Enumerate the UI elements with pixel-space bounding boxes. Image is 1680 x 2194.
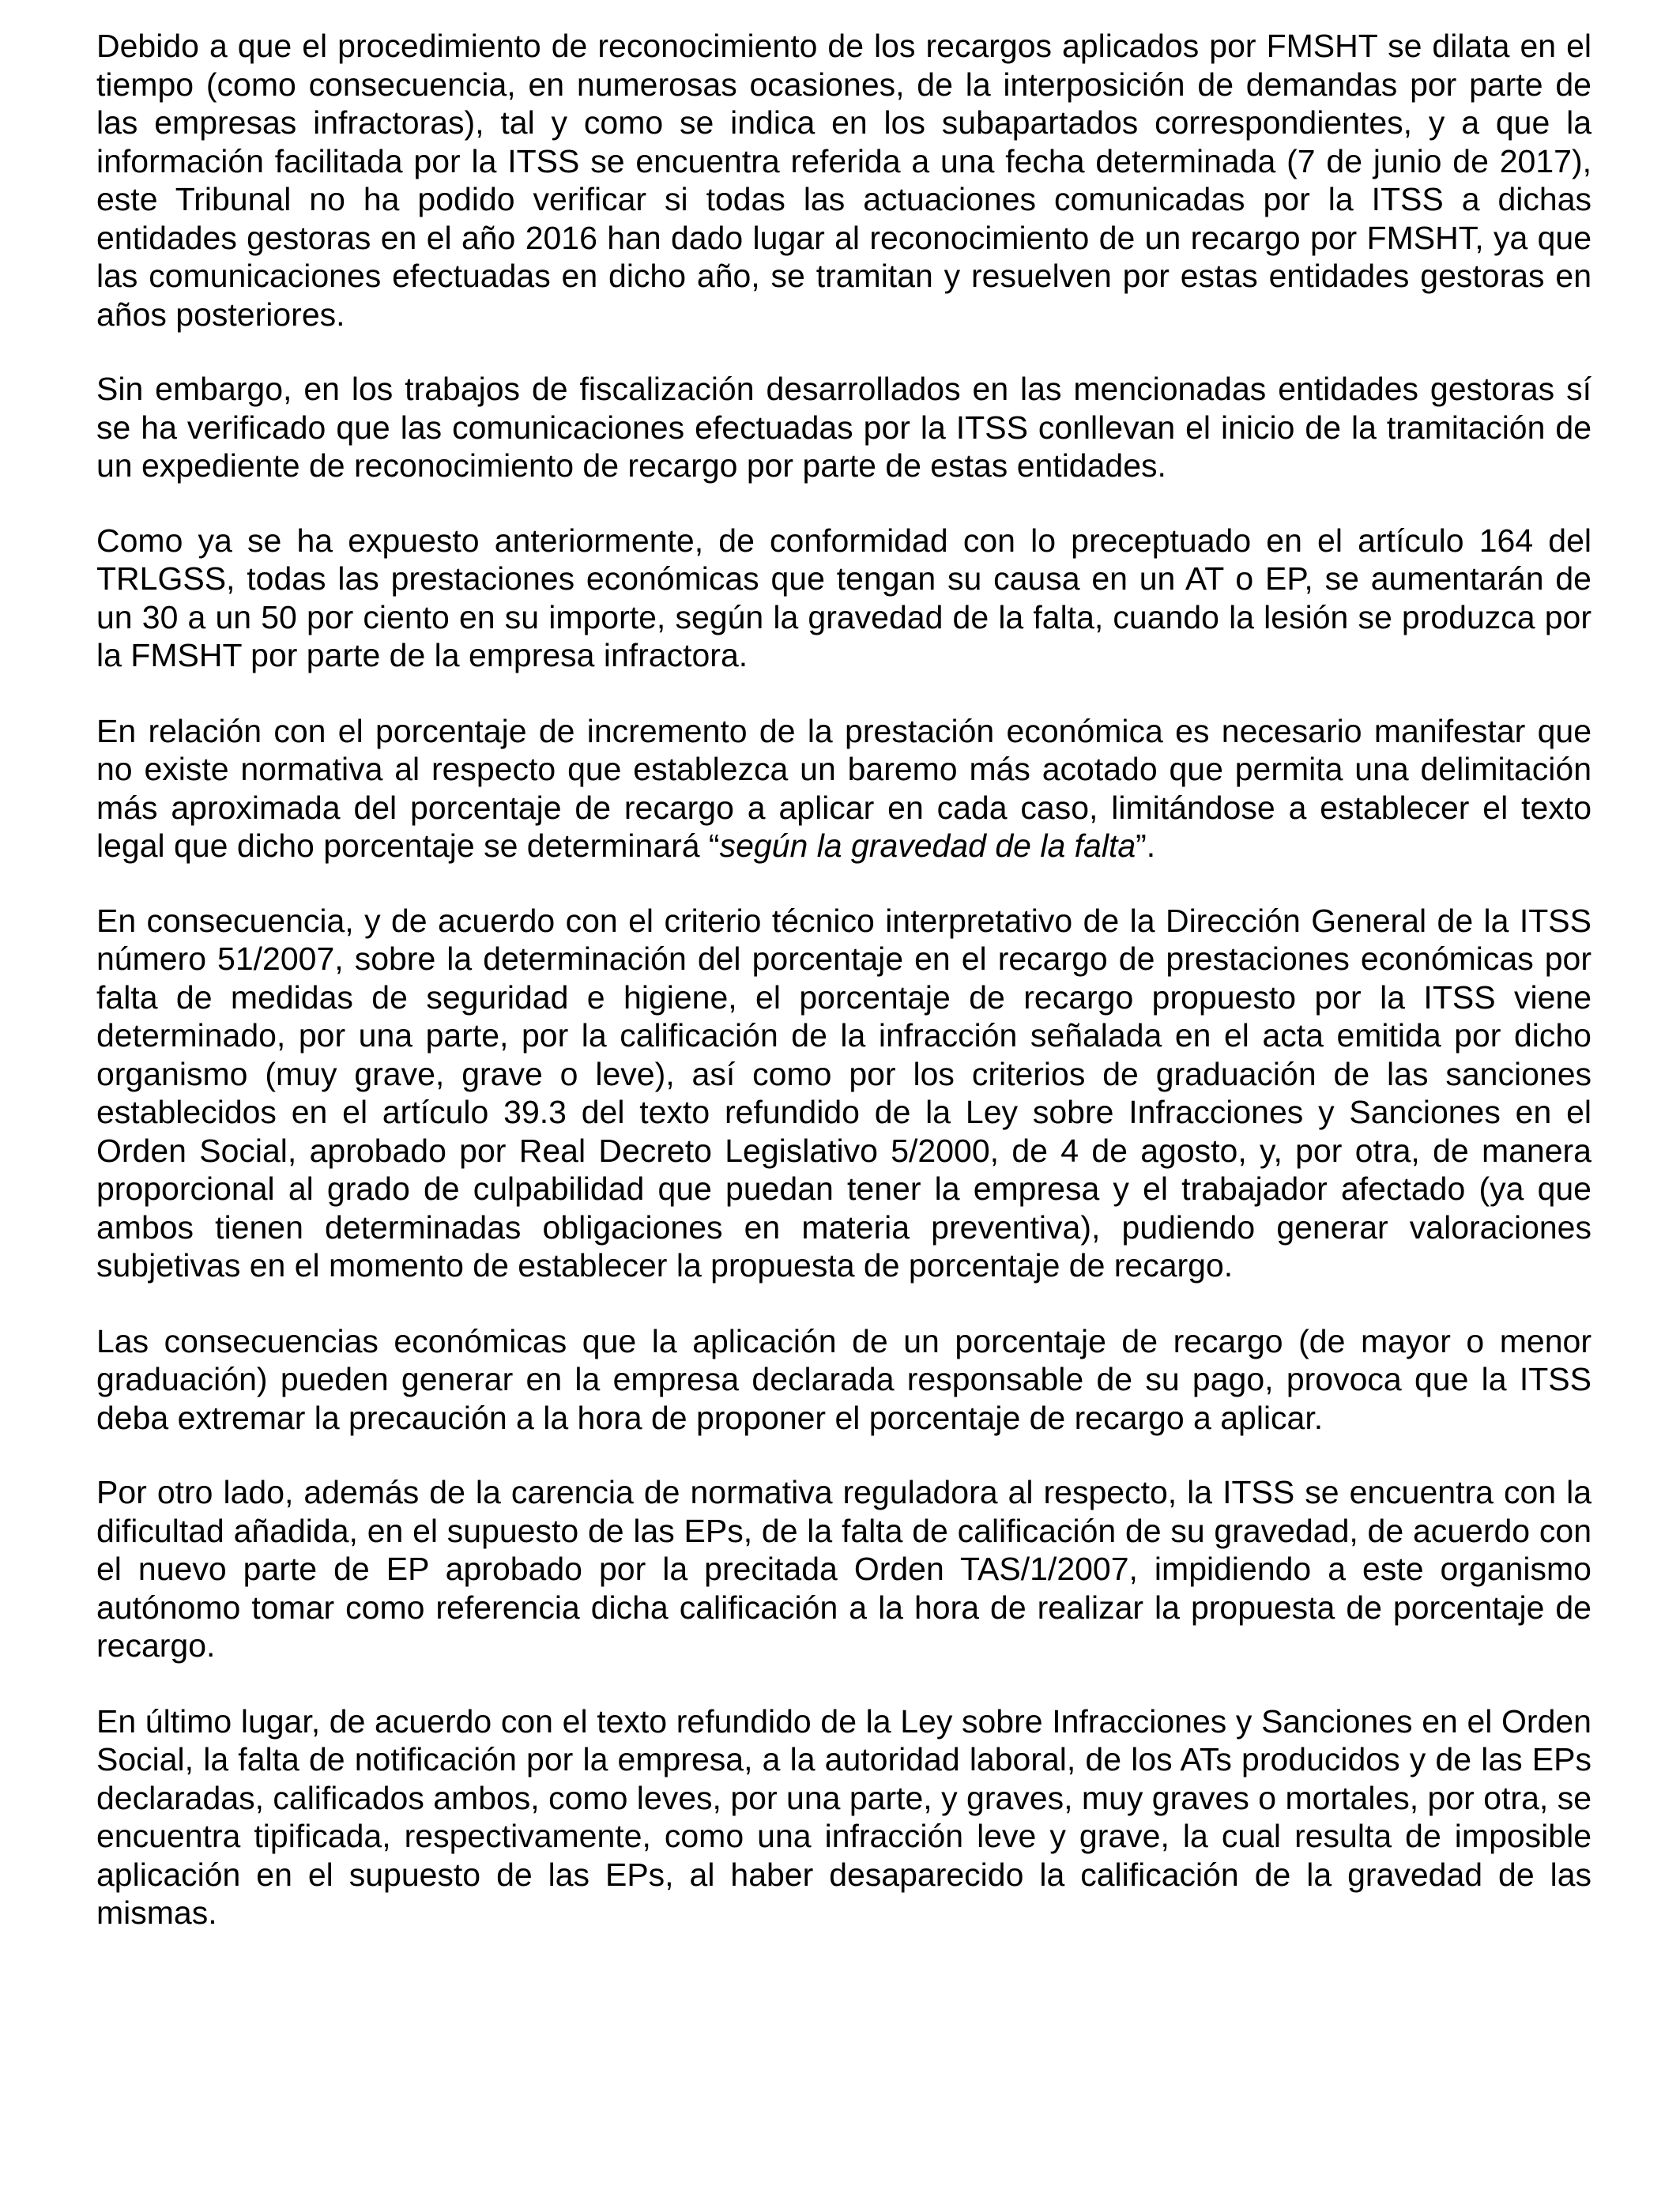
paragraph-carencia-normativa: Por otro lado, además de la carencia de normativa reguladora al respecto, la ITSS se encuentra con la dificultad añadida, en el supuesto de las EPs, de la falta de calificación de su gravedad, de acuerdo con el nuevo parte de EP aprobado por la precitada Orden TAS/1/2007, impidiendo a este organismo autónomo tomar como referencia dicha calificación a la hora de realizar la propuesta de porcentaje de recargo. xyxy=(96,1474,1591,1664)
paragraph-ultimo-lugar: En último lugar, de acuerdo con el texto refundido de la Ley sobre Infracciones y Sanciones en el Orden Social, la falta de notificación por la empresa, a la autoridad laboral, de los ATs producidos y de las EPs declaradas, calificados ambos, como leves, por una parte, y graves, muy graves o mortales, por otra, se encuentra tipificada, respectivamente, como una infracción leve y grave, la cual resulta de imposible aplicación en el supuesto de las EPs, al haber desaparecido la calificación de la gravedad de las mismas. xyxy=(96,1702,1591,1931)
paragraph-criterio-tecnico: En consecuencia, y de acuerdo con el criterio técnico interpretativo de la Dirección General de la ITSS número 51/2007, sobre la determinación del porcentaje en el recargo de prestaciones económicas por falta de medidas de seguridad e higiene, el porcentaje de recargo propuesto por la ITSS viene determinado, por una parte, por la calificación de la infracción señalada en el acta emitida por dicho organismo (muy grave, grave o leve), así como por los criterios de graduación de las sanciones establecidos en el artículo 39.3 del texto refundido de la Ley sobre Infracciones y Sanciones en el Orden Social, aprobado por Real Decreto Legislativo 5/2000, de 4 de agosto, y, por otra, de manera proporcional al grado de culpabilidad que puedan tener la empresa y el trabajador afectado (ya que ambos tienen determinadas obligaciones en materia preventiva), pudiendo generar valoraciones subjetivas en el momento de establecer la propuesta de porcentaje de recargo. xyxy=(96,902,1591,1284)
paragraph-porcentaje-incremento xyxy=(96,712,1591,865)
paragraph-fiscalizacion: Sin embargo, en los trabajos de fiscalización desarrollados en las mencionadas entidades gestoras sí se ha verificado que las comunicaciones efectuadas por la ITSS conllevan el inicio de la tramitación de un expediente de reconocimiento de recargo por parte de estas entidades. xyxy=(96,371,1591,484)
paragraph-text-before: En relación con el porcentaje de incremento de la prestación económica es necesario manifestar que no existe normativa al respecto que establezca un baremo más acotado que permita una delimitación más aproximada del porcentaje de recargo a aplicar en cada caso, limitándose a establecer el texto legal que dicho porcentaje se determinará “ xyxy=(96,712,1591,864)
paragraph-articulo-164: Como ya se ha expuesto anteriormente, de conformidad con lo preceptuado en el artículo 164 del TRLGSS, todas las prestaciones económicas que tengan su causa en un AT o EP, se aumentarán de un 30 a un 50 por ciento en su importe, según la gravedad de la falta, cuando la lesión se produzca por la FMSHT por parte de la empresa infractora. xyxy=(96,522,1591,673)
paragraph-text-after: ”. xyxy=(1136,827,1156,864)
paragraph-consecuencias-economicas: Las consecuencias económicas que la aplicación de un porcentaje de recargo (de mayor o menor graduación) pueden generar en la empresa declarada responsable de su pago, provoca que la ITSS deba extremar la precaución a la hora de proponer el porcentaje de recargo a aplicar. xyxy=(96,1322,1591,1436)
italic-quote: según la gravedad de la falta xyxy=(719,827,1136,864)
document-page xyxy=(96,27,1591,1932)
paragraph-recargos-procedimiento: Debido a que el procedimiento de reconocimiento de los recargos aplicados por FMSHT se dilata en el tiempo (como consecuencia, en numerosas ocasiones, de la interposición de demandas por parte de las empresas infractoras), tal y como se indica en los subapartados correspondientes, y a que la información facilitada por la ITSS se encuentra referida a una fecha determinada (7 de junio de 2017), este Tribunal no ha podido verificar si todas las actuaciones comunicadas por la ITSS a dichas entidades gestoras en el año 2016 han dado lugar al reconocimiento de un recargo por FMSHT, ya que las comunicaciones efectuadas en dicho año, se tramitan y resuelven por estas entidades gestoras en años posteriores. xyxy=(96,28,1591,333)
